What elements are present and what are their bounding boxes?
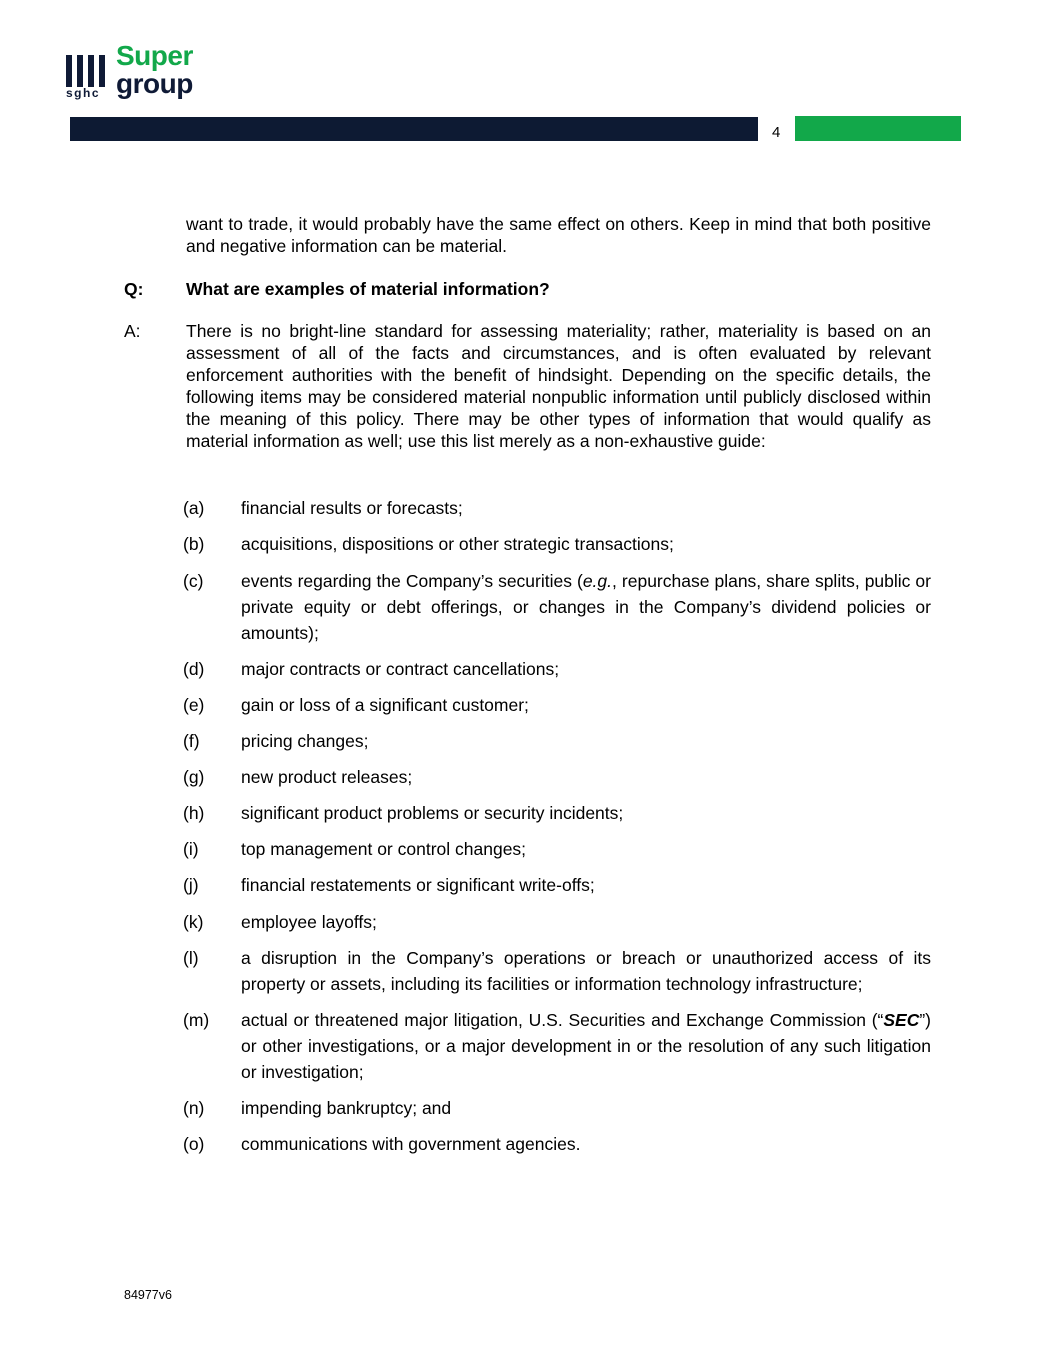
- list-item-text: pricing changes;: [241, 731, 369, 751]
- list-item-letter: (c): [183, 571, 204, 591]
- list-item-text: employee layoffs;: [241, 912, 377, 932]
- logo-bars-icon: [66, 55, 106, 87]
- logo-group-text: group: [116, 68, 193, 99]
- list-item-text-part: , repurchase plans, share splits, public or private equity or debt offerings, or changes in the Company’s dividend policies or amounts);: [241, 571, 931, 643]
- list-item-text: acquisitions, dispositions or other strategic transactions;: [241, 534, 674, 554]
- list-item-letter: (g): [183, 767, 205, 787]
- list-item-letter: (l): [183, 948, 199, 968]
- super-group-logo: [66, 40, 216, 106]
- list-item-letter: (h): [183, 803, 205, 823]
- list-item-text: financial restatements or significant write-offs;: [241, 875, 595, 895]
- document-id: 84977v6: [124, 1288, 172, 1302]
- list-item-letter: (d): [183, 659, 205, 679]
- list-item-text: major contracts or contract cancellations;: [241, 659, 560, 679]
- answer-label: A:: [124, 321, 141, 341]
- list-item-text: financial results or forecasts;: [241, 498, 463, 518]
- list-item-text: gain or loss of a significant customer;: [241, 695, 529, 715]
- list-item-text: new product releases;: [241, 767, 413, 787]
- answer-text: There is no bright-line standard for assessing materiality; rather, materiality is based on an assessment of all of the facts and circumstances, and is often evaluated by relevant enforcement authorities with the benefit of hindsight. Depending on the specific details, the following items may be considered material nonpublic information until publicly disclosed within the meaning of this policy. There may be other types of information that would qualify as material information as well; use this list merely as a non-exhaustive guide:: [186, 321, 931, 451]
- list-item-letter: (j): [183, 875, 199, 895]
- intro-paragraph: want to trade, it would probably have the same effect on others. Keep in mind that both positive and negative information can be material.: [186, 214, 931, 256]
- list-item-letter: (i): [183, 839, 199, 859]
- list-item-letter: (a): [183, 498, 205, 518]
- question-text: What are examples of material information?: [186, 279, 550, 299]
- list-item-letter: (f): [183, 731, 200, 751]
- sec-defined-term: SEC: [883, 1010, 920, 1030]
- list-item-text: a disruption in the Company’s operations or breach or unauthorized access of its property or assets, including its facilities or information technology infrastructure;: [241, 948, 931, 994]
- list-item-text-part: events regarding the Company’s securities (: [241, 571, 583, 591]
- list-item-text: [241, 568, 931, 646]
- list-item-letter: (e): [183, 695, 205, 715]
- list-item-letter: (o): [183, 1134, 205, 1154]
- header-green-bar: [795, 116, 961, 141]
- list-item-letter: (b): [183, 534, 205, 554]
- question-label: Q:: [124, 279, 144, 299]
- list-item-letter: (m): [183, 1010, 210, 1030]
- header-navy-bar: [70, 117, 758, 141]
- list-item-text-part: ”) or other investigations, or a major development in or the resolution of any such litigation or investigation;: [241, 1010, 931, 1082]
- list-item-text: communications with government agencies.: [241, 1134, 581, 1154]
- page-number: 4: [772, 124, 781, 141]
- logo-super-text: Super: [116, 40, 193, 71]
- list-item-text: significant product problems or security incidents;: [241, 803, 624, 823]
- list-item-letter: (k): [183, 912, 204, 932]
- list-item-text: [241, 1007, 931, 1085]
- list-item-text-italic: e.g.: [582, 571, 613, 591]
- list-item-text-part: actual or threatened major litigation, U.S. Securities and Exchange Commission (“: [241, 1010, 884, 1030]
- list-item-text: impending bankruptcy; and: [241, 1098, 452, 1118]
- logo-sghc-text: sghc: [66, 86, 101, 100]
- list-item-text: top management or control changes;: [241, 839, 527, 859]
- list-item-letter: (n): [183, 1098, 205, 1118]
